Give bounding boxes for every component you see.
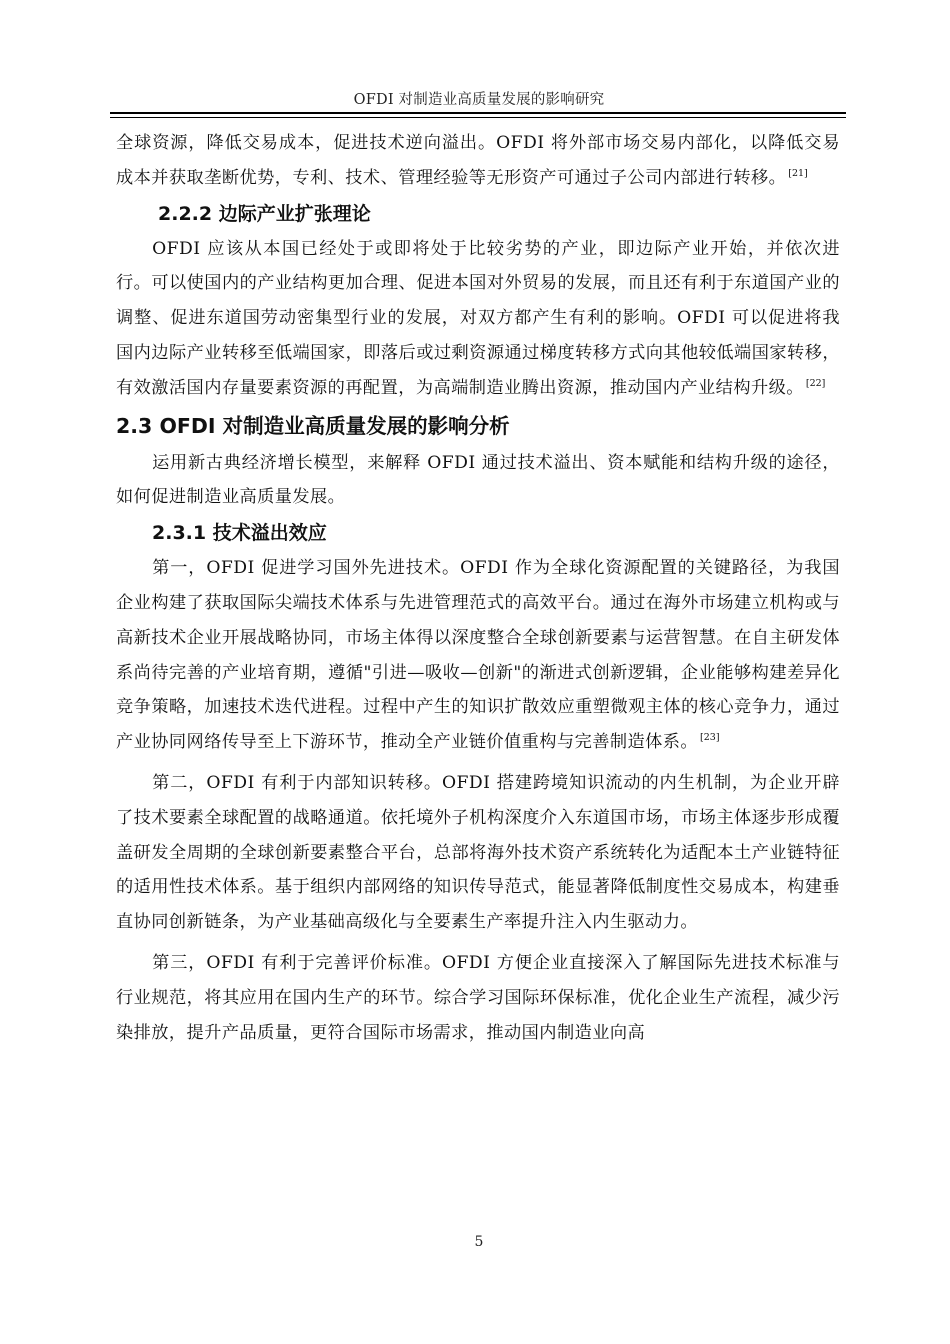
- page-number: 5: [474, 1234, 484, 1250]
- citation-ref: [21]: [788, 168, 808, 180]
- citation-ref: [22]: [805, 378, 826, 390]
- page-body: [116, 126, 840, 1050]
- paragraph-marginal-industry: [116, 232, 840, 406]
- citation-ref: [23]: [700, 732, 720, 744]
- header-rule-thin: [110, 117, 846, 118]
- paragraph-continued: [116, 126, 840, 196]
- running-header: OFDI 对制造业高质量发展的影响研究: [353, 92, 605, 108]
- paragraph-text: 全球资源，降低交易成本，促进技术逆向溢出。OFDI 将外部市场交易内部化，以降低交易成本并获取垄断优势，专利、技术、管理经验等无形资产可通过子公司内部进行转移。: [116, 133, 840, 188]
- paragraph-intro-2-3: 运用新古典经济增长模型，来解释 OFDI 通过技术溢出、资本赋能和结构升级的途径，如何促进制造业高质量发展。: [116, 452, 840, 508]
- section-heading-2-3-1: 2.3.1 技术溢出效应: [152, 522, 327, 545]
- header-rule: [110, 112, 846, 114]
- paragraph-first-point: [116, 551, 840, 760]
- section-heading-2-3: 2.3 OFDI 对制造业高质量发展的影响分析: [116, 413, 510, 438]
- paragraph-text: OFDI 应该从本国已经处于或即将处于比较劣势的产业，即边际产业开始，并依次进行。可以使国内的产业结构更加合理、促进本国对外贸易的发展，而且还有利于东道国产业的调整、促进东道国劳动密集型行业的发展，对双方都产生有利的影响。OFDI 可以促进将我国内边际产业转移至低端国家，即落后或过剩资源通过梯度转移方式向其他较低端国家转移，有效激活国内存量要素资源的再配置，为高端制造业腾出资源，推动国内产业结构升级。: [116, 238, 840, 398]
- paragraph-text: 第一，OFDI 促进学习国外先进技术。OFDI 作为全球化资源配置的关键路径，为我国企业构建了获取国际尖端技术体系与先进管理范式的高效平台。通过在海外市场建立机构或与高新技术企业开展战略协同，市场主体得以深度整合全球创新要素与运营智慧。在自主研发体系尚待完善的产业培育期，遵循"引进—吸收—创新"的渐进式创新逻辑，企业能够构建差异化竞争策略，加速技术迭代进程。过程中产生的知识扩散效应重塑微观主体的核心竞争力，通过产业协同网络传导至上下游环节，推动全产业链价值重构与完善制造体系。: [116, 558, 840, 753]
- paragraph-second-point: 第二，OFDI 有利于内部知识转移。OFDI 搭建跨境知识流动的内生机制，为企业开辟了技术要素全球配置的战略通道。依托境外子机构深度介入东道国市场，市场主体逐步形成覆盖研发全周期的全球创新要素整合平台，总部将海外技术资产系统转化为适配本土产业链特征的适用性技术体系。基于组织内部网络的知识传导范式，能显著降低制度性交易成本，构建垂直协同创新链条，为产业基础高级化与全要素生产率提升注入内生驱动力。: [116, 772, 840, 933]
- paragraph-third-point: 第三，OFDI 有利于完善评价标准。OFDI 方便企业直接深入了解国际先进技术标准与行业规范，将其应用在国内生产的环节。综合学习国际环保标准，优化企业生产流程，减少污染排放，提升产品质量，更符合国际市场需求，推动国内制造业向高: [116, 952, 840, 1043]
- section-heading-2-2-2: 2.2.2 边际产业扩张理论: [158, 202, 371, 225]
